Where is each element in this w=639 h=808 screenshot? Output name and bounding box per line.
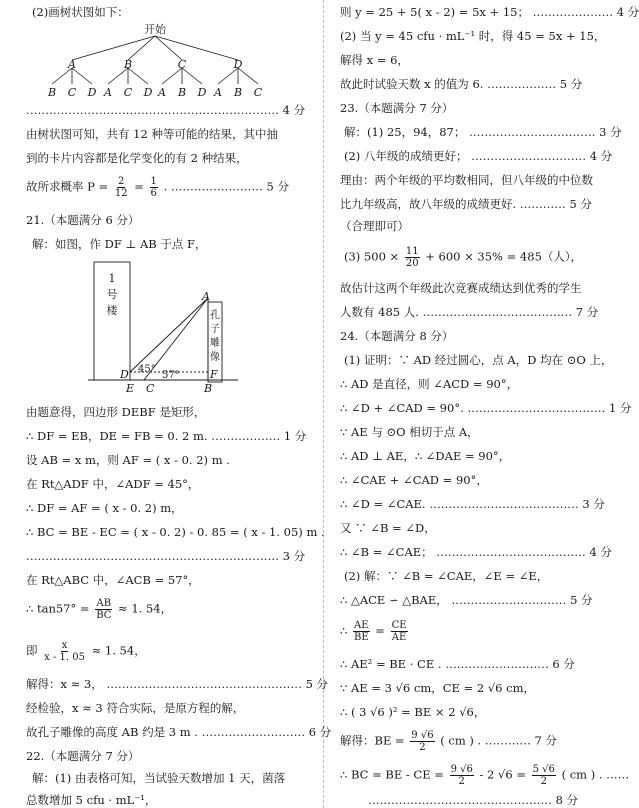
text-line: 解：如图，作 DF ⊥ AB 于点 F， <box>32 237 207 251</box>
statue-label: 子 <box>210 324 220 335</box>
tree-leaf: A <box>104 86 112 99</box>
tree-leaf: B <box>47 86 57 99</box>
text-line: (2)画树状图如下： <box>32 5 129 19</box>
text-line: 由树状图可知，共有 12 种等可能的结果，其中抽 <box>26 127 278 141</box>
text-line: 人数有 485 人. ………………………………… 7 分 <box>340 305 599 319</box>
text-line: 故此时试验天数 x 的值为 6. ……………… 5 分 <box>340 77 583 91</box>
text-line: 解得 x = 6， <box>340 53 409 67</box>
text-line: ∵ AE 与 ⊙O 相切于点 A， <box>340 425 479 439</box>
score-line: ………………………………………………………… 3 分 <box>26 549 306 563</box>
text-line: 故孔子雕像的高度 AB 约是 3 m . ……………………… 6 分 <box>26 725 332 739</box>
point-label: F <box>210 368 218 381</box>
tree-leaf: C <box>123 86 133 99</box>
tree-node: D <box>233 58 243 71</box>
text-line: ∴ ∠CAE + ∠CAD = 90°， <box>340 473 488 487</box>
point-label: D <box>120 368 129 381</box>
text-line: 到的卡片内容都是化学变化的有 2 种结果， <box>26 151 248 165</box>
tree-node: A <box>68 58 76 71</box>
tree-leaf: D <box>197 86 207 99</box>
angle-label: 45° <box>138 364 156 375</box>
tree-leaf: D <box>87 86 97 99</box>
tree-leaf: D <box>143 86 153 99</box>
point-label: C <box>146 382 155 395</box>
formula-line: ∴ tan57° = $\frac{AB}{BC}$ ≈ 1. 54， <box>26 598 173 621</box>
text-line: （合理即可） <box>340 219 409 233</box>
score-line: ………………………………………………………… 4 分 <box>26 103 306 117</box>
text-line: ∴ ∠B = ∠CAE； ………………………………… 4 分 <box>340 545 612 559</box>
text-line: 理由：两个年级的平均数相同，但八年级的中位数 <box>340 173 593 187</box>
text-line: ∴ AD 是直径，则 ∠ACD = 90°， <box>340 377 519 391</box>
text-line: 解得：x ≈ 3， …………………………………………… 5 分 <box>26 677 329 691</box>
text-line: 在 Rt△ABC 中，∠ACB = 57°， <box>26 573 200 587</box>
text-line: (2) 八年级的成绩更好； ………………………… 4 分 <box>344 149 613 163</box>
text-line: 故估计这两个年级此次竞赛成绩达到优秀的学生 <box>340 281 582 295</box>
building-label: 1 <box>108 272 116 285</box>
statue-label: 孔 <box>210 310 220 321</box>
score-line: ………………………………………… 8 分 <box>368 793 579 807</box>
statue-label: 雕 <box>210 338 220 349</box>
formula-line: (3) 500 × $\frac{11}{20}$ + 600 × 35% = 485（人）， <box>344 246 583 269</box>
question-heading: 24.（本题满分 8 分） <box>340 329 454 343</box>
formula-line: 解得：BE = $\frac{9 √6}{2}$ ( cm ) . ………… 7 分 <box>340 730 557 753</box>
text-line: 经检验，x ≈ 3 符合实际，是原方程的解， <box>26 701 245 715</box>
question-heading: 21.（本题满分 6 分） <box>26 213 140 227</box>
geometry-figure <box>88 258 238 395</box>
tree-leaf: C <box>67 86 77 99</box>
text-line: 又 ∵ ∠B = ∠D， <box>340 521 436 535</box>
text-line: 在 Rt△ADF 中，∠ADF = 45°， <box>26 477 200 491</box>
text-line: ∴ ( 3 √6 )² = BE × 2 √6， <box>340 705 486 719</box>
text-line: ∴ DF = AF = ( x - 0. 2) m， <box>26 501 183 515</box>
point-label: B <box>204 382 213 395</box>
text-line: ∴ AE² = BE · CE . ……………………… 6 分 <box>340 657 575 671</box>
point-label: A <box>202 290 210 303</box>
text-line: (2) 解：∵ ∠B = ∠CAE，∠E = ∠E， <box>344 569 549 583</box>
angle-label: 57° <box>162 370 180 381</box>
text-line: (1) 证明：∵ AD 经过圆心，点 A，D 均在 ⊙O 上， <box>344 353 613 367</box>
text-line: 总数增加 5 cfu · mL⁻¹， <box>26 793 157 807</box>
text-line: 设 AB = x m，则 AF = ( x - 0. 2) m . <box>26 453 230 467</box>
text-line: ∴ DF = EB，DE = FB = 0. 2 m. ……………… 1 分 <box>26 429 307 443</box>
question-heading: 23.（本题满分 7 分） <box>340 101 454 115</box>
text-line: ∵ AE = 3 √6 cm，CE = 2 √6 cm， <box>340 681 535 695</box>
statue-label: 像 <box>210 352 220 363</box>
text-line: ∴ AD ⊥ AE，∴ ∠DAE = 90°， <box>340 449 511 463</box>
text-line: 解：(1) 由表格可知，当试验天数增加 1 天，菌落 <box>32 771 286 785</box>
text-line: ∴ ∠D + ∠CAD = 90°. ……………………………… 1 分 <box>340 401 632 415</box>
text-line: 由题意得，四边形 DEBF 是矩形， <box>26 405 206 419</box>
building-label: 号 <box>106 288 118 301</box>
question-heading: 22.（本题满分 7 分） <box>26 749 140 763</box>
text-line: ∴ BC = BE - EC = ( x - 0. 2) - 0. 85 = ( x - 1. 05) m . <box>26 525 325 539</box>
text-line: 比九年级高，故八年级的成绩更好. ………… 5 分 <box>340 197 592 211</box>
tree-leaf: A <box>158 86 166 99</box>
tree-leaf: B <box>177 86 187 99</box>
tree-root: 开始 <box>144 23 166 36</box>
text-line: 则 y = 25 + 5( x - 2) = 5x + 15； ………………… 4 分 <box>340 5 639 19</box>
formula-line: ∴ BC = BE - CE = $\frac{9 √6}{2}$ - 2 √6 = $\frac{5 √6}{2}$ ( cm ) . …… <box>340 764 630 787</box>
tree-node: C <box>177 58 187 71</box>
text-line: 解：(1) 25，94，87； …………………………… 3 分 <box>344 125 622 139</box>
text-line: ∴ △ACE ∽ △BAE， ………………………… 5 分 <box>340 593 593 607</box>
point-label: E <box>126 382 135 395</box>
tree-diagram <box>40 22 270 102</box>
formula-line: 故所求概率 P = $\frac{2}{12}$ = $\frac{1}{6}$ . …………………… 5 分 <box>26 176 290 199</box>
text-line: (2) 当 y = 45 cfu · mL⁻¹ 时，得 45 = 5x + 15， <box>340 29 606 43</box>
tree-leaf: B <box>233 86 243 99</box>
text-line: ∴ ∠D = ∠CAE. ………………………………… 3 分 <box>340 497 605 511</box>
tree-leaf: A <box>214 86 222 99</box>
formula-line: 即 $\frac{x}{x - 1. 05}$ ≈ 1. 54， <box>26 640 146 663</box>
building-label: 楼 <box>106 304 118 317</box>
tree-leaf: C <box>253 86 263 99</box>
tree-node: B <box>123 58 133 71</box>
formula-line: ∴ $\frac{AE}{BE}$ = $\frac{CE}{AE}$ <box>340 620 407 643</box>
